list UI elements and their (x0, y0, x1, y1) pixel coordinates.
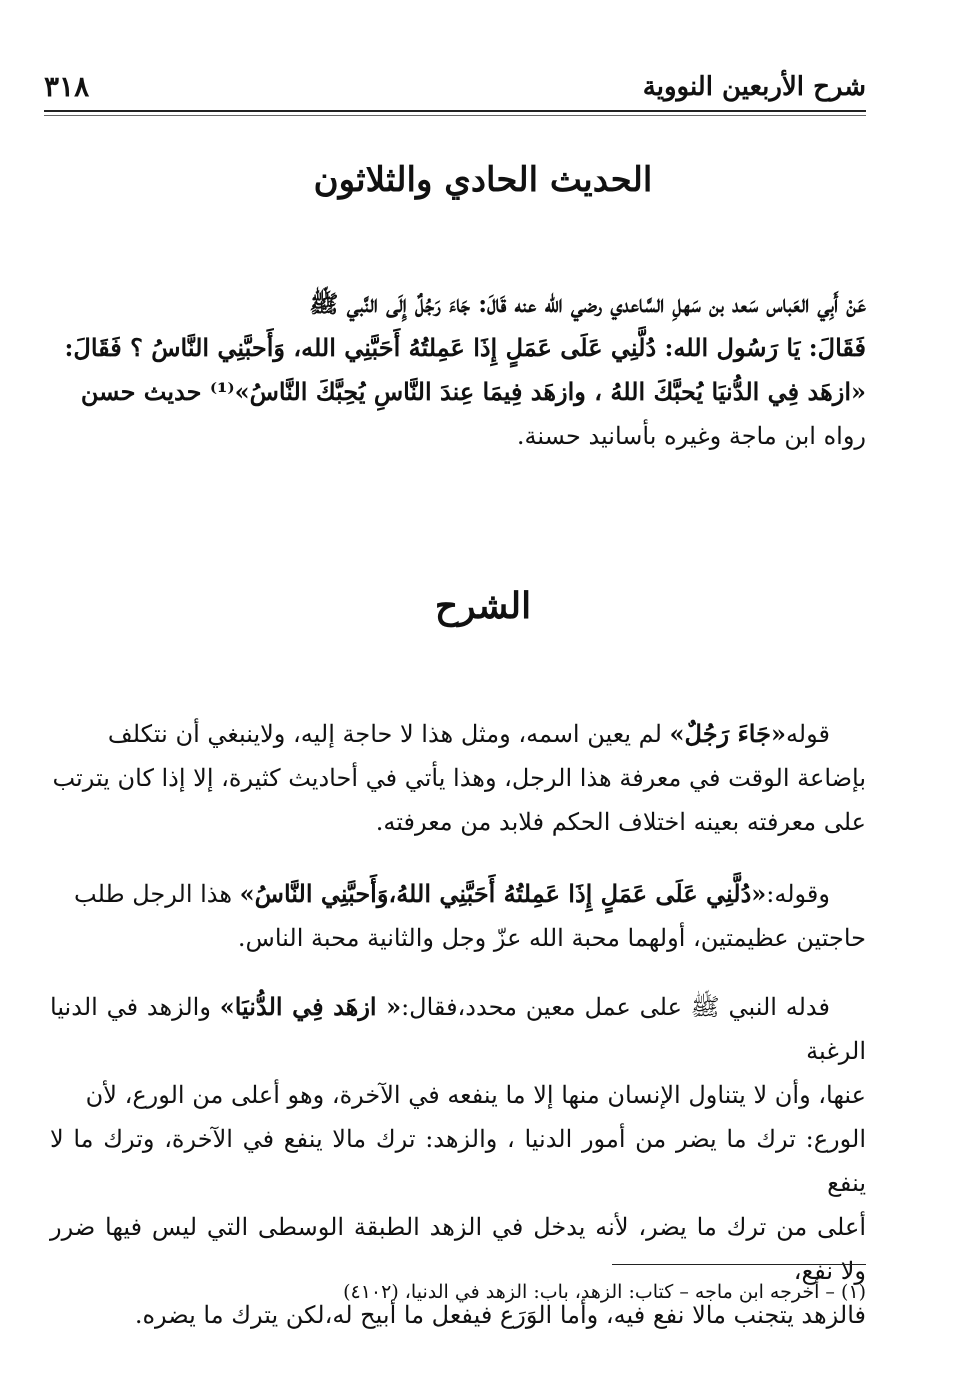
sharh-paragraph-1 (50, 712, 866, 844)
hadith-line: فَقَالَ: يَا رَسُول الله: دُلَّنِي عَلَى عَمَلٍ إِذَا عَمِلتُهُ أَحَبَّنِي الله، وَأَحبَّنِي النَّاسُ ؟ فَقَالَ: (64, 333, 866, 362)
hadith-title: الحديث الحادي والثلاثون (313, 160, 653, 200)
hadith-quote: « ازهَد فِي الدُّنيَا» (219, 992, 402, 1021)
paragraph-intro: وقوله: (766, 880, 830, 908)
paragraph-text: هذا الرجل طلب (74, 880, 240, 908)
hadith-line: عَنْ أَبِي العَباس سَعد بن سَهلِ السَّاعدي رضي الله عنه قَالَ: جَاءَ رَجُلٌ إِلَى النَّبي ﷺ (309, 289, 866, 318)
paragraph-text: والزهد في الدنيا الرغبة (50, 993, 866, 1065)
page-number: ٣١٨ (44, 70, 90, 103)
paragraph-line: الورع: ترك ما يضر من أمور الدنيا ، والزهد: ترك مالا ينفع في الآخرة، وترك ما لا ينفع (50, 1125, 866, 1197)
hadith-quote: «دُلَّنِي عَلَى عَمَلٍ إِذَا عَمِلتُهُ أَحَبَّنِي اللهُ،وَأَحبَّنِي النَّاسُ» (239, 879, 767, 908)
sharh-title: الشرح (434, 585, 532, 627)
header-rule (44, 110, 866, 116)
footnote-rule (612, 1264, 866, 1265)
paragraph-line: فالزهد يتجنب مالا نفع فيه، وأما الوَرَع فيفعل ما أبيح له،لكن يترك ما يضره. (134, 1301, 866, 1329)
running-title: شرح الأربعين النووية (642, 72, 866, 102)
paragraph-line: حاجتين عظيمتين، أولهما محبة الله عزّ وجل والثانية محبة الناس. (237, 924, 866, 952)
paragraph-line: أعلى من ترك ما يضر، لأنه يدخل في الزهد الطبقة الوسطى التي ليس فيها ضرر ولا نفع، (50, 1213, 866, 1285)
hadith-quote: «جَاءَ رَجُلٌ» (669, 719, 786, 748)
paragraph-line (50, 872, 866, 916)
paragraph-line: على معرفته بعينه اختلاف الحكم فلابد من معرفته. (375, 808, 866, 836)
sharh-paragraph-2 (50, 872, 866, 960)
paragraph-intro: فدله النبي ﷺ على عمل معين محدد،فقال: (401, 993, 830, 1021)
paragraph-intro: قوله (785, 720, 830, 748)
footnote: (١) – أخرجه ابن ماجه – كتاب: الزهد، باب: الزهد في الدنيا، (٤١٠٢) (343, 1281, 866, 1303)
hadith-text (50, 282, 866, 458)
hadith-line: «ازهَد فِي الدُّنيَا يُحبَّكَ اللهُ ، وازهَد فِيمَا عِندَ النَّاسِ يُحِبَّكَ النَّاسُ»⁽¹⁾ حديث حسن (80, 377, 866, 406)
paragraph-line (50, 712, 866, 756)
paragraph-text: لم يعين اسمه، ومثل هذا لا حاجة إليه، ولاينبغي أن نتكلف (107, 720, 670, 748)
paragraph-line (50, 985, 866, 1073)
paragraph-line: عنها، وأن لا يتناول الإنسان منها إلا ما ينفعه في الآخرة، وهو أعلى من الورع، لأن (85, 1081, 866, 1109)
paragraph-line: بإضاعة الوقت في معرفة هذا الرجل، وهذا يأتي في أحاديث كثيرة، إلا إذا كان يترتب (52, 764, 866, 792)
hadith-line: رواه ابن ماجة وغيره بأسانيد حسنة. (516, 422, 866, 450)
